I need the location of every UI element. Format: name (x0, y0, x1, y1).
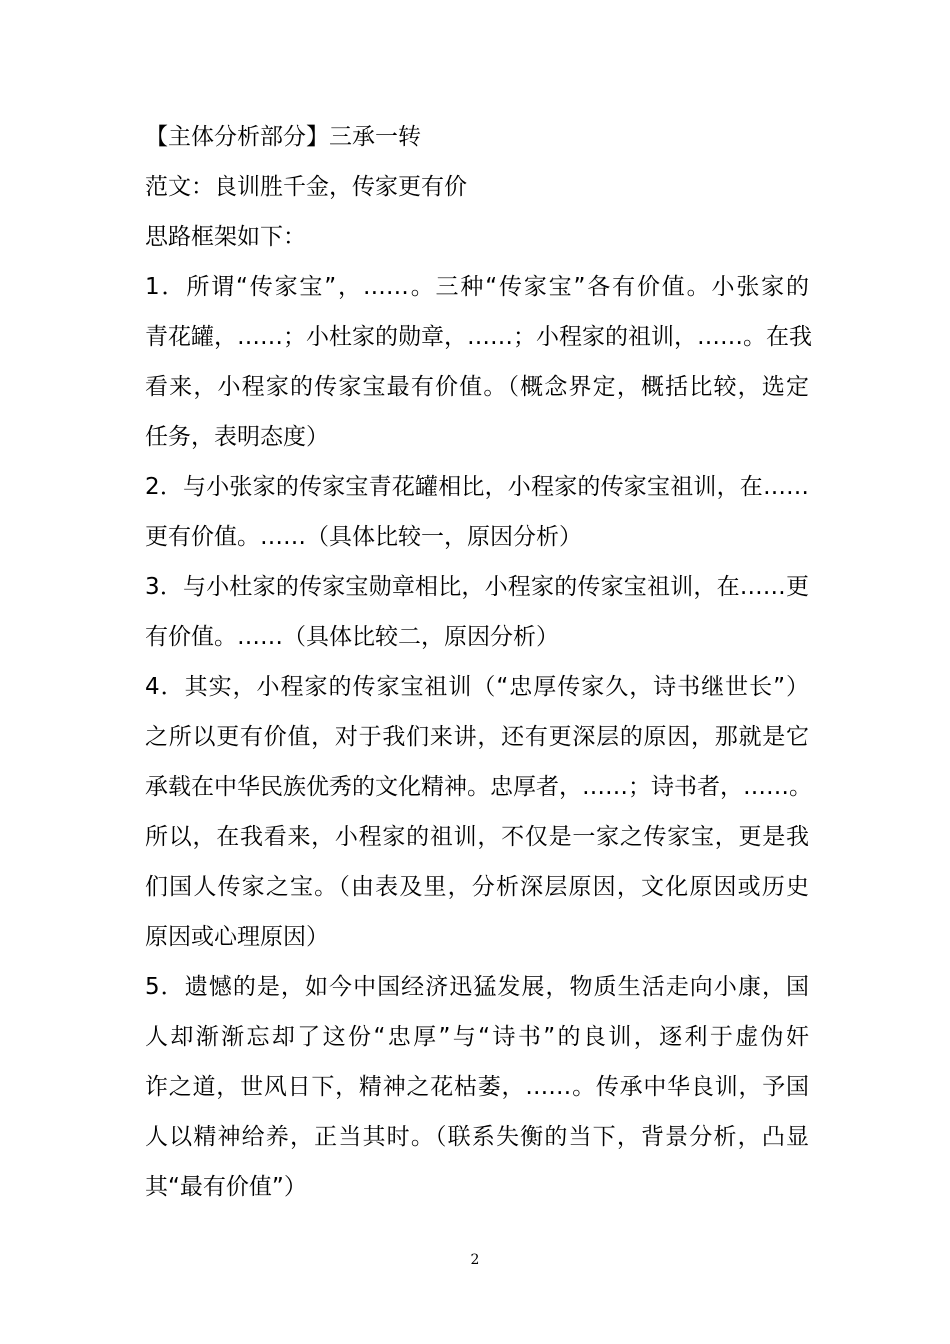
point-1-line-1: 1．所谓“传家宝”，……。三种“传家宝”各有价值。小张家的 (145, 274, 809, 300)
page-number: 2 (470, 1252, 480, 1268)
point-4-line-2: 之所以更有价值，对于我们来讲，还有更深层的原因，那就是它 (145, 724, 809, 750)
point-5-line-3: 诈之道，世风日下，精神之花枯萎，……。传承中华良训，予国 (145, 1074, 809, 1100)
point-1-line-2: 青花罐，……；小杜家的勋章，……；小程家的祖训，……。在我 (145, 324, 812, 350)
framework-intro-line: 思路框架如下： (145, 224, 306, 250)
point-5-line-5: 其“最有价值”） (145, 1174, 307, 1200)
point-2-line-2: 更有价值。……（具体比较一，原因分析） (145, 524, 582, 550)
point-4-line-6: 原因或心理原因） (145, 924, 329, 950)
point-3-line-1: 3．与小杜家的传家宝勋章相比，小程家的传家宝祖训，在……更 (145, 574, 809, 600)
point-2-line-1: 2．与小张家的传家宝青花罐相比，小程家的传家宝祖训，在…… (145, 474, 809, 500)
point-3-line-2: 有价值。……（具体比较二，原因分析） (145, 624, 559, 650)
point-1-line-4: 任务，表明态度） (145, 424, 329, 450)
point-5-line-2: 人却渐渐忘却了这份“忠厚”与“诗书”的良训，逐利于虚伪奸 (145, 1024, 809, 1050)
point-5-line-4: 人以精神给养，正当其时。（联系失衡的当下，背景分析，凸显 (145, 1124, 809, 1150)
point-4-line-1: 4．其实，小程家的传家宝祖训（“忠厚传家久，诗书继世长”） (145, 674, 809, 700)
point-4-line-4: 所以，在我看来，小程家的祖训，不仅是一家之传家宝，更是我 (145, 824, 809, 850)
section-heading: 【主体分析部分】三承一转 (145, 124, 421, 150)
document-body (145, 112, 812, 1212)
point-1-line-3: 看来，小程家的传家宝最有价值。（概念界定，概括比较，选定 (145, 374, 809, 400)
point-5-line-1: 5．遗憾的是，如今中国经济迅猛发展，物质生活走向小康，国 (145, 974, 809, 1000)
point-4-line-3: 承载在中华民族优秀的文化精神。忠厚者，……；诗书者，……。 (145, 774, 812, 800)
point-4-line-5: 们国人传家之宝。（由表及里，分析深层原因，文化原因或历史 (145, 874, 809, 900)
essay-title-line: 范文：良训胜千金，传家更有价 (145, 174, 467, 200)
